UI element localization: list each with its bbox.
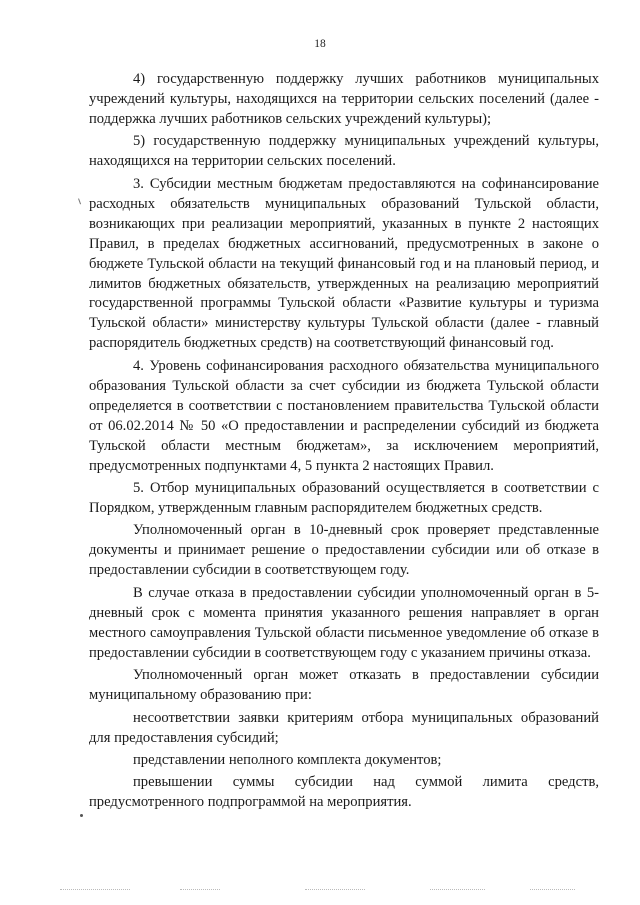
paragraph-review: Уполномоченный орган в 10-дневный срок проверяет представленные документы и принимает решение о предоставлении субсидии или об отказе в предоставлении субсидии в соответствующем году.: [89, 522, 599, 579]
scan-dot: [80, 814, 83, 817]
paragraph-ground-documents: представлении неполного комплекта документов;: [133, 751, 442, 768]
paragraph-ground-criteria: несоответствии заявки критериям отбора муниципальных образований для предоставления субсидий;: [89, 709, 599, 746]
scan-bottom-artifacts: [60, 889, 620, 893]
scan-mark: [78, 198, 83, 205]
paragraph-clause-5: 5. Отбор муниципальных образований осуществляется в соответствии с Порядком, утвержденным главным распорядителем бюджетных средств.: [89, 480, 599, 517]
page-number: 18: [314, 38, 326, 50]
paragraph-refusal-notice: В случае отказа в предоставлении субсидии уполномоченный орган в 5-дневный срок с момента принятия указанного решения направляет в орган местного самоуправления Тульской области письменное уведомление об отказе в предоставлении субсидии в соответствующем году с указанием причины отказа.: [89, 584, 599, 661]
paragraph-ground-limit: превышении суммы субсидии над суммой лимита средств, предусмотренного подпрограммой на мероприятия.: [89, 774, 599, 811]
paragraph-refusal-grounds: Уполномоченный орган может отказать в предоставлении субсидии муниципальному образованию при:: [89, 667, 599, 704]
paragraph-item-5: 5) государственную поддержку муниципальных учреждений культуры, находящихся на территории сельских поселений.: [89, 133, 599, 170]
paragraph-item-4: 4) государственную поддержку лучших работников муниципальных учреждений культуры, находящихся на территории сельских поселений (далее - поддержка лучших работников сельских учреждений культуры);: [89, 71, 599, 127]
paragraph-clause-4: 4. Уровень софинансирования расходного обязательства муниципального образования Тульской области за счет субсидии из бюджета Тульской области определяется в соответствии с постановлением правительства Тульской области от 06.02.2014 № 50 «О предоставлении и распределении субсидий из бюджета Тульской области местным бюджетам», за исключением мероприятий, предусмотренных подпунктами 4, 5 пункта 2 настоящих Правил.: [89, 357, 599, 474]
paragraph-clause-3: 3. Субсидии местным бюджетам предоставляются на софинансирование расходных обязательств муниципальных образований Тульской области, возникающих при реализации мероприятий, указанных в пункте 2 настоящих Правил, в пределах бюджетных ассигнований, предусмотренных в законе о бюджете Тульской области на текущий финансовый год и на плановый период, и лимитов бюджетных обязательств, утвержденных на реализацию мероприятий государственной программы Тульской области «Развитие культуры и туризма Тульской области» министерству культуры Тульской области (далее - главный распорядитель бюджетных средств) на соответствующий финансовый год.: [89, 175, 599, 352]
document-body: [89, 70, 599, 813]
